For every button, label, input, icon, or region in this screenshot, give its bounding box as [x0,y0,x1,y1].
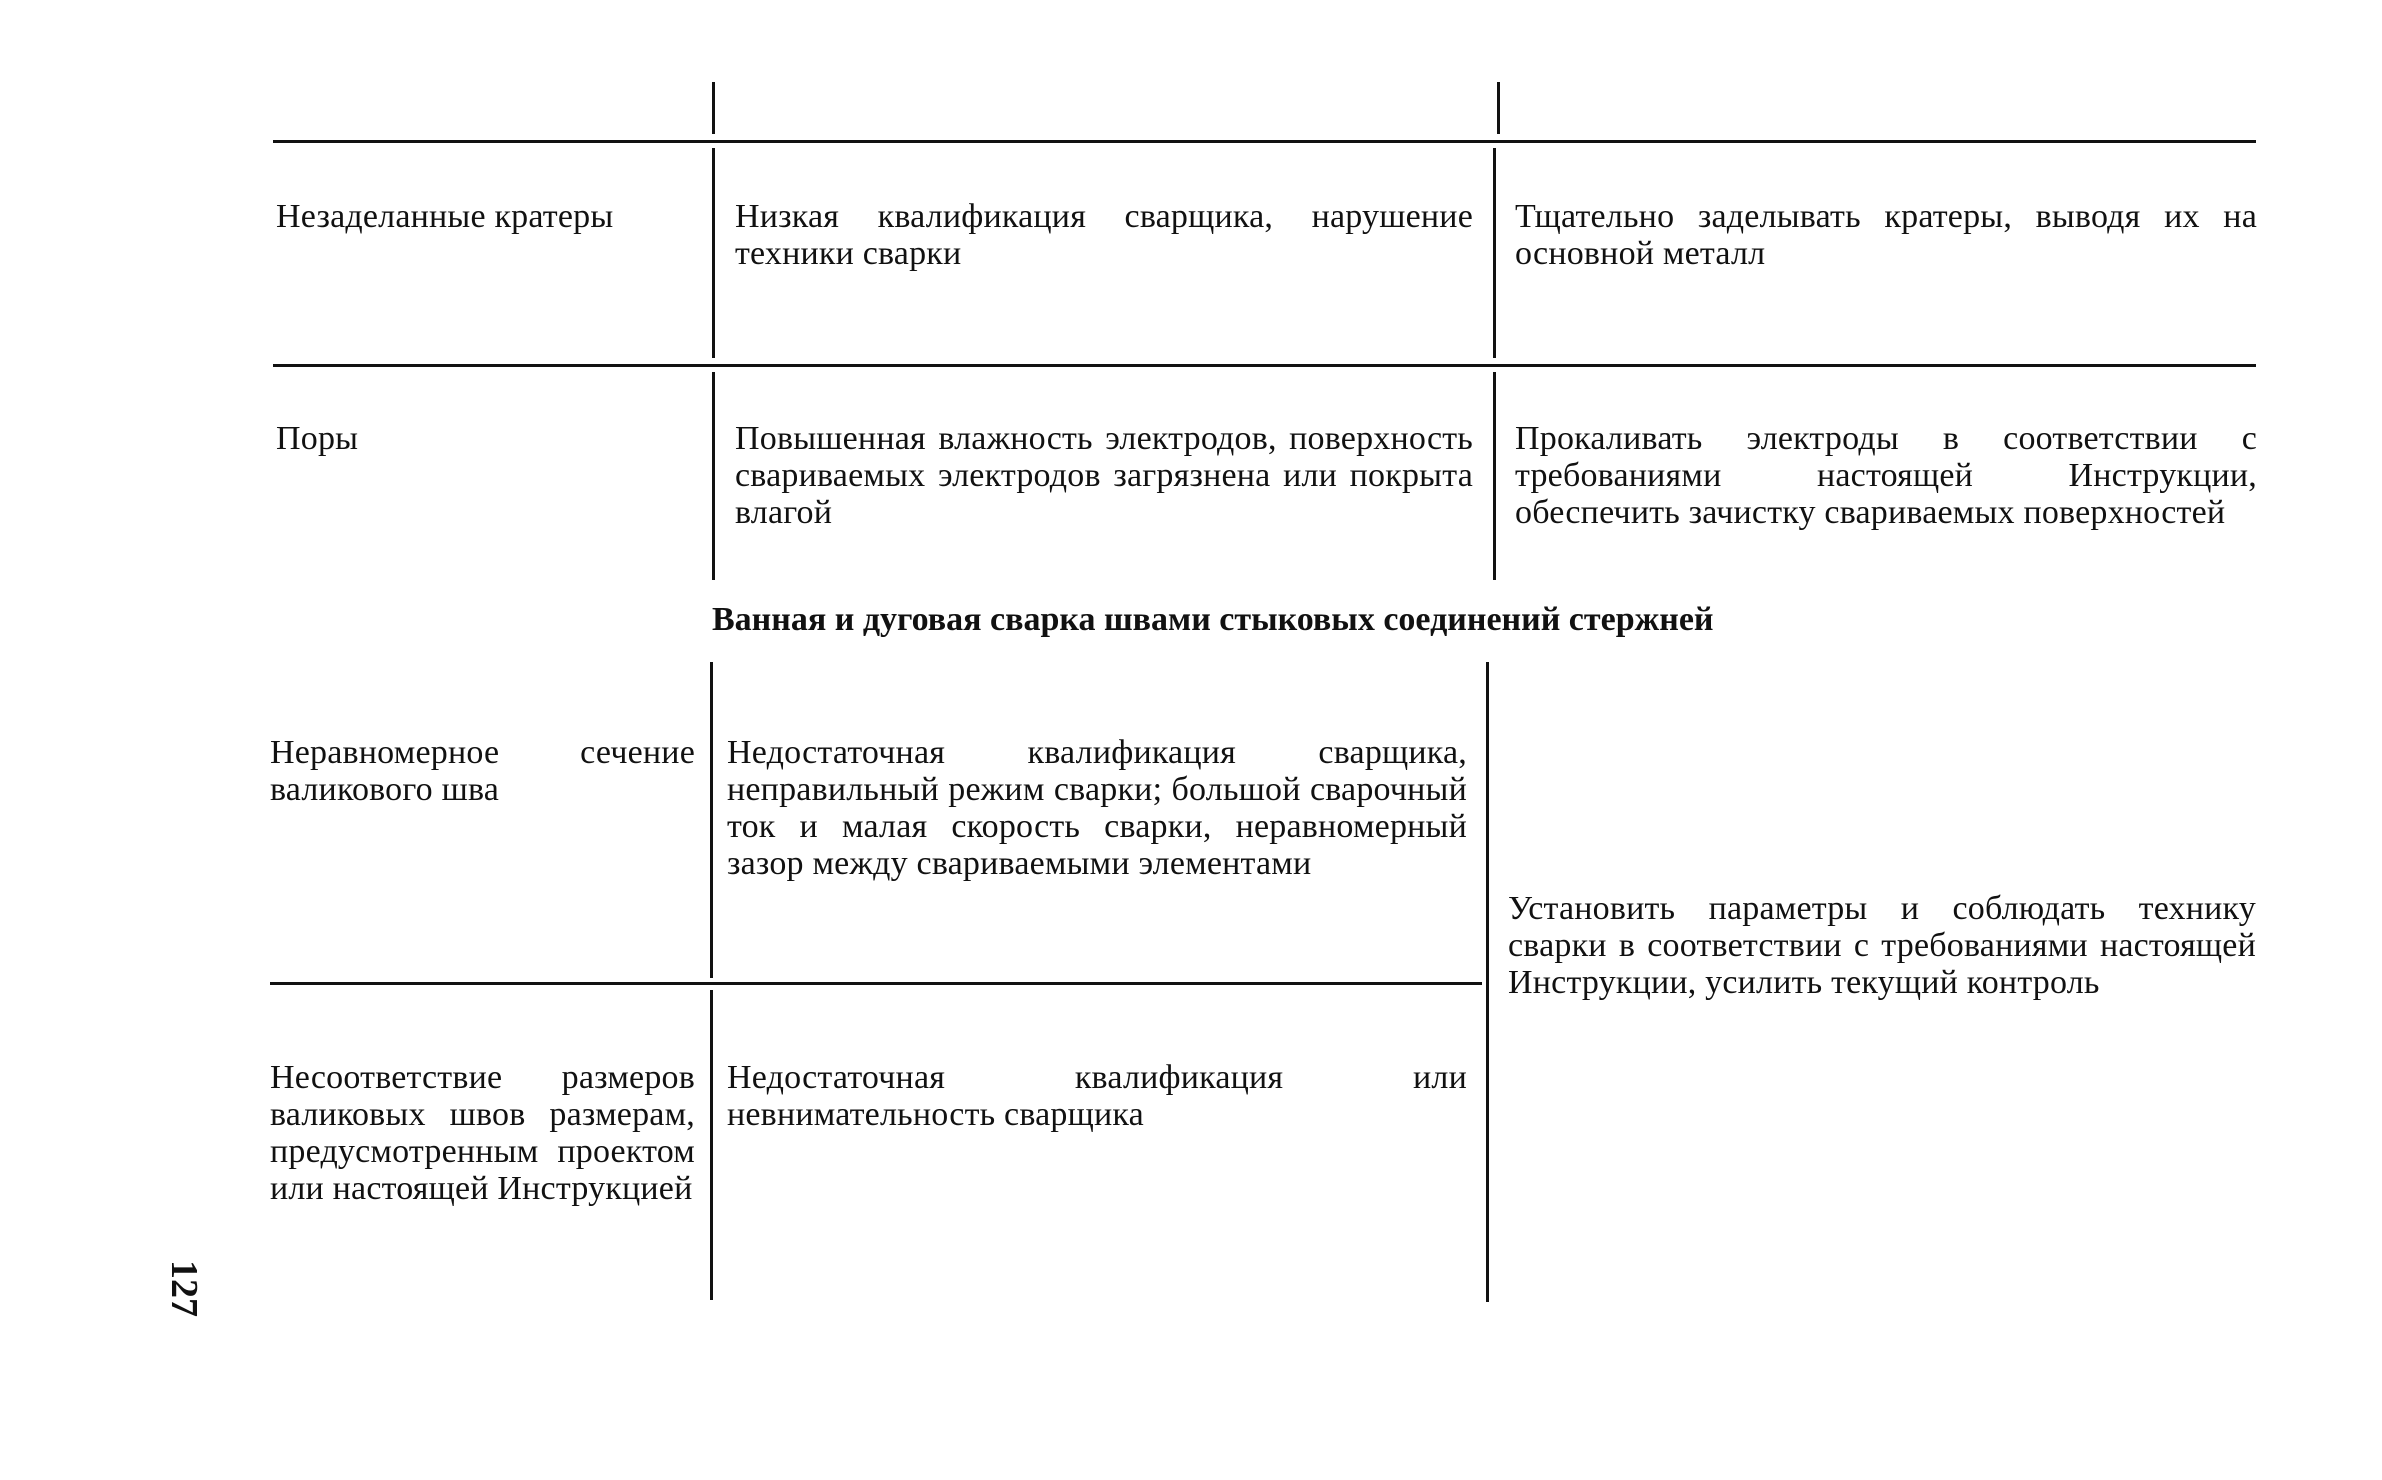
column-divider [712,82,715,134]
column-divider [1486,662,1489,1302]
section-title: Ванная и дуговая сварка швами стыковых соединений стержней [712,601,1714,638]
column-divider [1493,148,1496,358]
defect-cell: Поры [276,420,359,457]
column-divider [712,148,715,358]
column-divider [710,990,713,1300]
remedy-cell: Прокаливать электроды в соответствии с требованиями настоящей Инструкции, обеспечить зачистку свариваемых поверхностей [1515,420,2257,531]
cause-cell: Низкая квалификация сварщика, нарушение техники сварки [735,198,1473,272]
remedy-cell: Тщательно заделывать кратеры, выводя их на основной металл [1515,198,2257,272]
defect-cell: Незаделанные кратеры [276,198,614,235]
column-divider [712,372,715,580]
defect-cell: Неравномерное сечение валикового шва [270,734,695,808]
cause-cell: Повышенная влажность электродов, поверхность свариваемых электродов загрязнена или покрыта влагой [735,420,1473,531]
defect-cell: Несоответствие размеров валиковых швов размерам, предусмотренным проектом или настоящей Инструкцией [270,1059,695,1207]
shared-remedy-cell: Установить параметры и соблюдать технику сварки в соответствии с требованиями настоящей Инструкции, усилить текущий контроль [1508,890,2256,1001]
cause-cell: Недостаточная квалификация или невнимательность сварщика [727,1059,1467,1133]
row-rule [273,140,2256,143]
column-divider [1493,372,1496,580]
row-rule [270,982,1482,985]
page-number: 127 [163,1260,205,1317]
row-rule [273,364,2256,367]
column-divider [1497,82,1500,134]
cause-cell: Недостаточная квалификация сварщика, неправильный режим сварки; большой сварочный ток и малая скорость сварки, неравномерный зазор между свариваемыми элементами [727,734,1467,882]
column-divider [710,662,713,978]
